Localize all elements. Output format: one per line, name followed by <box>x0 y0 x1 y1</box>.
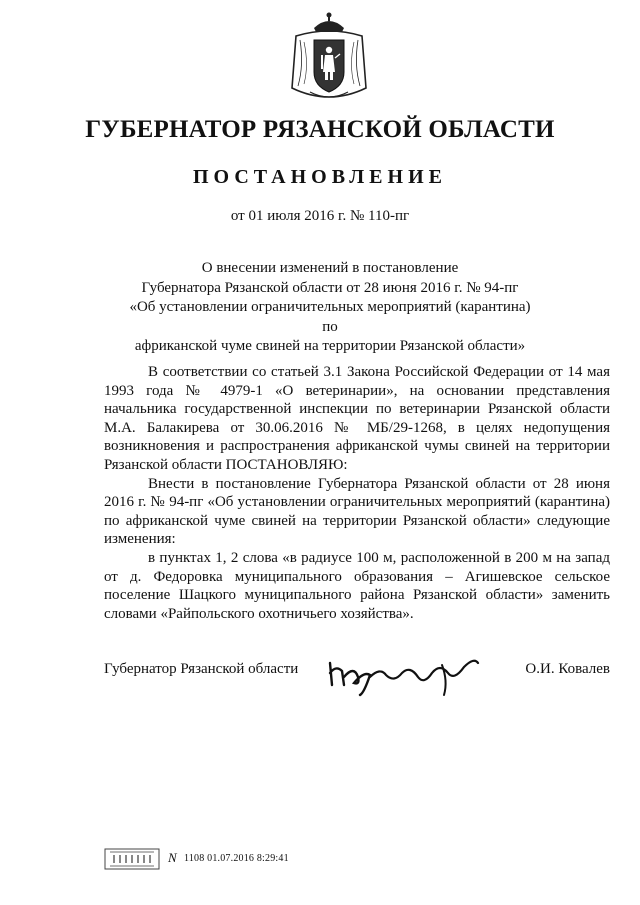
registration-info: 1108 01.07.2016 8:29:41 <box>184 853 289 864</box>
registration-footer <box>104 848 404 870</box>
subject-line: африканской чуме свиней на территории Рязанской области» <box>134 338 526 354</box>
signatory-role: Губернатор Рязанской области <box>104 661 299 677</box>
document-body <box>104 363 610 623</box>
registry-stamp-icon <box>104 848 160 870</box>
registration-mark: N <box>168 850 177 865</box>
body-paragraph: Внести в постановление Губернатора Рязанской области от 28 июня 2016 г. № 94-пг «Об установлении ограничительных мероприятий (карантина) по африканской чуме свиней на территории Рязанской области» следующие изменения: <box>104 475 610 548</box>
document-subject <box>120 259 540 357</box>
document-type: ПОСТАНОВЛЕНИЕ <box>193 166 447 188</box>
signature-block <box>104 651 610 701</box>
issuer-title: ГУБЕРНАТОР РЯЗАНСКОЙ ОБЛАСТИ <box>85 116 555 143</box>
body-paragraph: в пунктах 1, 2 слова «в радиусе 100 м, расположенной в 200 м на запад от д. Федоровка муниципального образования – Агишевское сельское поселение Шацкого муниципального района Рязанской области» заменить словами «Райпольского охотничьего хозяйства». <box>104 549 610 622</box>
handwritten-signature-icon <box>324 651 484 697</box>
document-date-number: от 01 июля 2016 г. № 110-пг <box>230 208 410 224</box>
subject-line: Губернатора Рязанской области от 28 июня 2016 г. № 94-пг <box>141 279 519 296</box>
body-paragraph: В соответствии со статьей 3.1 Закона Российской Федерации от 14 мая 1993 года № 4979-1 «О ветеринарии», на основании представления начальника государственной инспекции по ветеринарии Рязанской области М.А. Балакирева от 30.06.2016 № МБ/29-1268, в целях недопущения возникновения и распространения африканской чумы свиней на территории Рязанской области ПОСТАНОВЛЯЮ: <box>104 364 610 473</box>
subject-line: «Об установлении ограничительных мероприятий (карантина) по <box>129 299 531 335</box>
ryazan-coat-of-arms-icon <box>284 10 374 110</box>
signatory-name: О.И. Ковалев <box>525 661 610 677</box>
subject-line: О внесении изменений в постановление <box>201 260 459 276</box>
